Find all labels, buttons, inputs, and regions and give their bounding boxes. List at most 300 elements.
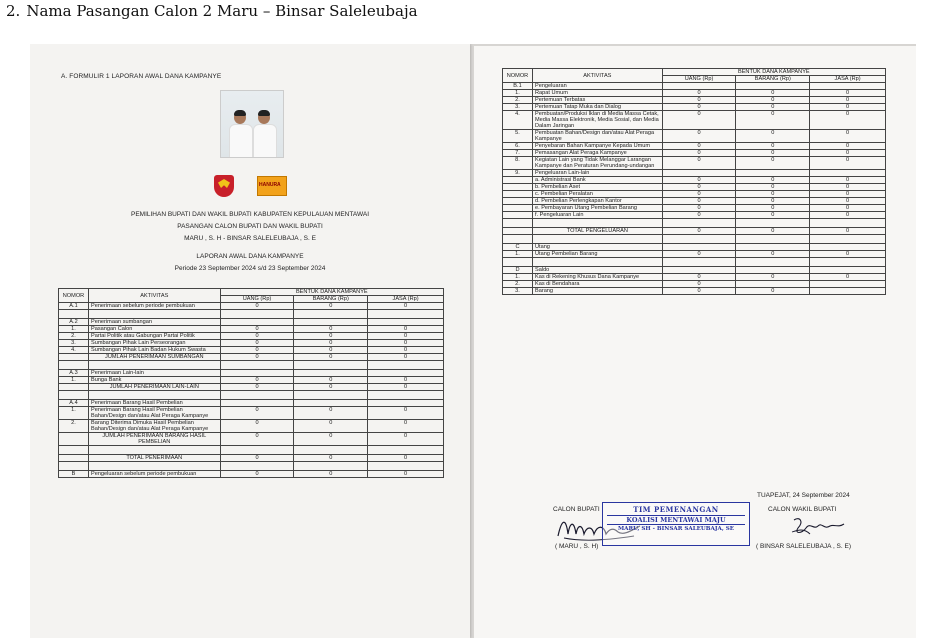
row-number: C bbox=[503, 244, 533, 251]
row-number: A.2 bbox=[59, 319, 89, 326]
table-row bbox=[503, 184, 886, 191]
row-number: 2. bbox=[503, 97, 533, 104]
row-activity: b. Pembelian Aset bbox=[532, 184, 662, 191]
row-number: 2. bbox=[503, 281, 533, 288]
row-number bbox=[503, 191, 533, 198]
heading-line-1: PEMILIHAN BUPATI DAN WAKIL BUPATI KABUPATEN KEPULAUAN MENTAWAI bbox=[130, 211, 369, 218]
heading-line-2: PASANGAN CALON BUPATI DAN WAKIL BUPATI bbox=[177, 223, 323, 230]
table-row bbox=[503, 150, 886, 157]
row-barang: 0 bbox=[736, 130, 810, 143]
row-number: 4. bbox=[59, 347, 89, 354]
row-barang bbox=[736, 267, 810, 274]
row-barang: 0 bbox=[736, 184, 810, 191]
row-uang bbox=[662, 235, 736, 244]
col-aktivitas: AKTIVITAS bbox=[532, 69, 662, 83]
row-uang: 0 bbox=[662, 143, 736, 150]
row-barang bbox=[294, 319, 368, 326]
row-jasa: 0 bbox=[810, 191, 886, 198]
row-activity: Sumbangan Pihak Lain Perseorangan bbox=[88, 340, 220, 347]
row-uang: 0 bbox=[220, 433, 294, 446]
col-nomor: NOMOR bbox=[59, 289, 89, 303]
row-jasa: 0 bbox=[810, 198, 886, 205]
candidate-photo bbox=[220, 90, 284, 158]
row-uang: 0 bbox=[662, 150, 736, 157]
row-number: 3. bbox=[59, 340, 89, 347]
row-activity: Penerimaan sebelum periode pembukuan bbox=[88, 303, 220, 310]
table-row bbox=[503, 288, 886, 295]
table-row bbox=[503, 191, 886, 198]
left-signatory-name: ( MARU , S. H) bbox=[555, 543, 599, 550]
row-jasa: 0 bbox=[368, 407, 444, 420]
table-row bbox=[503, 83, 886, 90]
table-row bbox=[503, 258, 886, 267]
row-barang: 0 bbox=[736, 205, 810, 212]
row-activity bbox=[88, 391, 220, 400]
row-uang bbox=[220, 310, 294, 319]
col-uang: UANG (Rp) bbox=[220, 296, 294, 303]
row-activity bbox=[532, 219, 662, 228]
row-jasa bbox=[810, 258, 886, 267]
table-row bbox=[59, 400, 444, 407]
row-uang: 0 bbox=[220, 455, 294, 462]
row-activity: JUMLAH PENERIMAAN LAIN-LAIN bbox=[88, 384, 220, 391]
row-jasa bbox=[810, 281, 886, 288]
row-barang bbox=[736, 258, 810, 267]
row-activity: Utang Pembelian Barang bbox=[532, 251, 662, 258]
row-activity: Pemasangan Alat Peraga Kampanye bbox=[532, 150, 662, 157]
row-uang: 0 bbox=[662, 228, 736, 235]
row-uang bbox=[662, 83, 736, 90]
row-number: B.1 bbox=[503, 83, 533, 90]
row-uang bbox=[662, 244, 736, 251]
row-jasa bbox=[810, 219, 886, 228]
row-barang: 0 bbox=[294, 347, 368, 354]
signature-binsar bbox=[788, 514, 848, 540]
row-jasa bbox=[810, 235, 886, 244]
row-jasa bbox=[368, 446, 444, 455]
row-uang: 0 bbox=[220, 303, 294, 310]
row-number bbox=[503, 228, 533, 235]
table-row bbox=[503, 274, 886, 281]
row-uang: 0 bbox=[220, 407, 294, 420]
row-jasa bbox=[368, 370, 444, 377]
row-jasa bbox=[810, 267, 886, 274]
table-row bbox=[503, 157, 886, 170]
table-row bbox=[503, 235, 886, 244]
row-uang: 0 bbox=[662, 184, 736, 191]
row-jasa: 0 bbox=[810, 97, 886, 104]
row-number: 1. bbox=[503, 274, 533, 281]
table-row bbox=[59, 361, 444, 370]
row-barang: 0 bbox=[294, 326, 368, 333]
row-activity: Sumbangan Pihak Lain Badan Hukum Swasta bbox=[88, 347, 220, 354]
table-row bbox=[503, 244, 886, 251]
table-row bbox=[59, 310, 444, 319]
row-barang bbox=[294, 400, 368, 407]
row-activity: Penerimaan Lain-lain bbox=[88, 370, 220, 377]
row-jasa bbox=[368, 361, 444, 370]
row-barang: 0 bbox=[294, 455, 368, 462]
row-uang: 0 bbox=[220, 377, 294, 384]
caption-text: Nama Pasangan Calon 2 Maru – Binsar Saleleubaja bbox=[26, 2, 418, 20]
row-number bbox=[59, 354, 89, 361]
row-number: A.4 bbox=[59, 400, 89, 407]
row-number: A.1 bbox=[59, 303, 89, 310]
row-activity: Pertemuan Terbatas bbox=[532, 97, 662, 104]
row-barang bbox=[294, 391, 368, 400]
row-uang bbox=[220, 462, 294, 471]
row-jasa: 0 bbox=[810, 177, 886, 184]
row-barang: 0 bbox=[294, 433, 368, 446]
row-barang: 0 bbox=[294, 420, 368, 433]
row-activity: Pengeluaran bbox=[532, 83, 662, 90]
row-number: 3. bbox=[503, 104, 533, 111]
row-barang bbox=[294, 462, 368, 471]
row-activity: Pertemuan Tatap Muka dan Dialog bbox=[532, 104, 662, 111]
row-jasa bbox=[368, 462, 444, 471]
row-barang bbox=[736, 83, 810, 90]
row-jasa: 0 bbox=[810, 212, 886, 219]
table-row bbox=[59, 462, 444, 471]
col-barang: BARANG (Rp) bbox=[294, 296, 368, 303]
table-row bbox=[59, 407, 444, 420]
row-barang: 0 bbox=[294, 354, 368, 361]
table-row bbox=[59, 455, 444, 462]
row-jasa bbox=[368, 391, 444, 400]
row-jasa: 0 bbox=[368, 420, 444, 433]
row-jasa: 0 bbox=[810, 143, 886, 150]
row-uang: 0 bbox=[662, 104, 736, 111]
row-activity: Pembuatan/Produksi Iklan di Media Massa Cetak, Media Massa Elektronik, Media Sosial, dan Media Dalam Jaringan bbox=[532, 111, 662, 130]
row-barang: 0 bbox=[294, 407, 368, 420]
row-activity: Kegiatan Lain yang Tidak Melanggar Larangan Kampanye dan Peraturan Perundang-undangan bbox=[532, 157, 662, 170]
row-activity: c. Pembelian Peralatan bbox=[532, 191, 662, 198]
row-number: 1. bbox=[59, 326, 89, 333]
table-row bbox=[503, 111, 886, 130]
row-jasa: 0 bbox=[810, 157, 886, 170]
table-row bbox=[59, 354, 444, 361]
row-barang: 0 bbox=[294, 340, 368, 347]
table-row bbox=[59, 326, 444, 333]
row-barang: 0 bbox=[736, 90, 810, 97]
row-number bbox=[59, 446, 89, 455]
row-jasa: 0 bbox=[368, 377, 444, 384]
row-number: 7. bbox=[503, 150, 533, 157]
row-activity bbox=[532, 235, 662, 244]
caption-number: 2. bbox=[6, 2, 21, 20]
row-activity: Barang bbox=[532, 288, 662, 295]
row-barang: 0 bbox=[736, 104, 810, 111]
row-activity bbox=[532, 258, 662, 267]
row-activity bbox=[88, 446, 220, 455]
row-activity: Partai Politik atau Gabungan Partai Politik bbox=[88, 333, 220, 340]
row-activity: d. Pembelian Perlengkapan Kantor bbox=[532, 198, 662, 205]
row-uang bbox=[220, 361, 294, 370]
row-barang bbox=[736, 244, 810, 251]
row-activity: Kas di Rekening Khusus Dana Kampanye bbox=[532, 274, 662, 281]
row-jasa bbox=[368, 319, 444, 326]
place-date: TUAPEJAT, 24 September 2024 bbox=[757, 492, 850, 499]
row-uang: 0 bbox=[662, 157, 736, 170]
row-barang: 0 bbox=[294, 333, 368, 340]
funds-table-left bbox=[58, 288, 444, 478]
document-caption bbox=[6, 2, 418, 20]
candidate-figure-2 bbox=[252, 111, 276, 157]
table-row bbox=[59, 333, 444, 340]
row-uang: 0 bbox=[662, 198, 736, 205]
row-jasa: 0 bbox=[368, 340, 444, 347]
row-barang: 0 bbox=[736, 198, 810, 205]
row-barang bbox=[736, 219, 810, 228]
row-activity: TOTAL PENGELUARAN bbox=[532, 228, 662, 235]
row-uang bbox=[220, 370, 294, 377]
row-jasa: 0 bbox=[810, 130, 886, 143]
report-photo bbox=[30, 44, 916, 638]
row-barang: 0 bbox=[736, 177, 810, 184]
row-activity: Pengeluaran sebelum periode pembukuan bbox=[88, 471, 220, 478]
row-activity: Bunga Bank bbox=[88, 377, 220, 384]
table-row bbox=[59, 377, 444, 384]
row-uang: 0 bbox=[662, 251, 736, 258]
row-activity: Pasangan Calon bbox=[88, 326, 220, 333]
row-number: 1. bbox=[59, 377, 89, 384]
row-number bbox=[59, 310, 89, 319]
row-barang bbox=[736, 170, 810, 177]
row-number bbox=[503, 184, 533, 191]
col-group: BENTUK DANA KAMPANYE bbox=[220, 289, 443, 296]
row-activity bbox=[88, 310, 220, 319]
row-uang: 0 bbox=[662, 281, 736, 288]
table-row bbox=[503, 212, 886, 219]
right-signatory-title: CALON WAKIL BUPATI bbox=[768, 506, 837, 513]
table-row bbox=[59, 471, 444, 478]
row-jasa: 0 bbox=[810, 205, 886, 212]
row-uang bbox=[220, 400, 294, 407]
row-activity: JUMLAH PENERIMAAN BARANG HASIL PEMBELIAN bbox=[88, 433, 220, 446]
row-number bbox=[59, 384, 89, 391]
row-uang: 0 bbox=[662, 288, 736, 295]
row-number: B bbox=[59, 471, 89, 478]
row-jasa: 0 bbox=[368, 326, 444, 333]
table-row bbox=[59, 391, 444, 400]
row-activity bbox=[88, 462, 220, 471]
report-period: Periode 23 September 2024 s/d 23 September 2024 bbox=[174, 265, 326, 272]
row-activity: JUMLAH PENERIMAAN SUMBANGAN bbox=[88, 354, 220, 361]
funds-table-right bbox=[502, 68, 886, 295]
row-barang: 0 bbox=[736, 228, 810, 235]
row-uang: 0 bbox=[220, 354, 294, 361]
candidate-figure-1 bbox=[228, 111, 252, 157]
row-number: 4. bbox=[503, 111, 533, 130]
table-row bbox=[59, 340, 444, 347]
row-uang bbox=[662, 267, 736, 274]
row-activity: Penerimaan sumbangan bbox=[88, 319, 220, 326]
row-barang: 0 bbox=[736, 97, 810, 104]
row-jasa: 0 bbox=[368, 455, 444, 462]
col-uang: UANG (Rp) bbox=[662, 76, 736, 83]
row-barang: 0 bbox=[294, 384, 368, 391]
row-number: A.3 bbox=[59, 370, 89, 377]
row-uang: 0 bbox=[662, 111, 736, 130]
row-jasa: 0 bbox=[368, 303, 444, 310]
row-uang: 0 bbox=[662, 177, 736, 184]
row-barang: 0 bbox=[736, 251, 810, 258]
row-jasa bbox=[810, 170, 886, 177]
table-row bbox=[59, 347, 444, 354]
table-row bbox=[503, 267, 886, 274]
right-signatory-name: ( BINSAR SALELEUBAJA , S. E) bbox=[756, 543, 852, 550]
row-jasa: 0 bbox=[810, 251, 886, 258]
row-number bbox=[503, 177, 533, 184]
row-uang bbox=[220, 446, 294, 455]
row-number bbox=[59, 391, 89, 400]
row-jasa bbox=[810, 244, 886, 251]
row-activity: Penyebaran Bahan Kampanye Kepada Umum bbox=[532, 143, 662, 150]
row-jasa: 0 bbox=[368, 354, 444, 361]
row-barang: 0 bbox=[294, 303, 368, 310]
row-uang: 0 bbox=[662, 212, 736, 219]
row-uang: 0 bbox=[662, 90, 736, 97]
table-row bbox=[503, 170, 886, 177]
row-uang: 0 bbox=[662, 274, 736, 281]
row-number: 8. bbox=[503, 157, 533, 170]
table-row bbox=[503, 281, 886, 288]
row-uang: 0 bbox=[220, 347, 294, 354]
row-activity: Pembuatan Bahan/Design dan/atau Alat Peraga Kampanye bbox=[532, 130, 662, 143]
row-activity: Penerimaan Barang Hasil Pembelian bbox=[88, 400, 220, 407]
row-barang bbox=[736, 281, 810, 288]
row-activity: Utang bbox=[532, 244, 662, 251]
row-barang: 0 bbox=[736, 111, 810, 130]
row-barang: 0 bbox=[736, 274, 810, 281]
row-activity: Barang Diterima Dimuka Hasil Pembelian Bahan/Design dan/atau Alat Peraga Kampanye bbox=[88, 420, 220, 433]
row-uang bbox=[220, 319, 294, 326]
row-number: 6. bbox=[503, 143, 533, 150]
row-uang bbox=[662, 219, 736, 228]
row-jasa: 0 bbox=[368, 347, 444, 354]
row-jasa: 0 bbox=[810, 90, 886, 97]
row-activity: e. Pembayaran Utang Pembelian Barang bbox=[532, 205, 662, 212]
gerindra-logo bbox=[214, 175, 234, 197]
table-row bbox=[59, 446, 444, 455]
heading-line-3: MARU , S. H - BINSAR SALELEUBAJA , S. E bbox=[184, 235, 316, 242]
row-activity: Saldo bbox=[532, 267, 662, 274]
row-activity bbox=[88, 361, 220, 370]
col-group: BENTUK DANA KAMPANYE bbox=[662, 69, 885, 76]
row-uang: 0 bbox=[220, 384, 294, 391]
row-uang: 0 bbox=[662, 191, 736, 198]
col-jasa: JASA (Rp) bbox=[810, 76, 886, 83]
row-barang bbox=[294, 446, 368, 455]
row-activity: Pengeluaran Lain-lain bbox=[532, 170, 662, 177]
row-uang bbox=[662, 170, 736, 177]
row-activity: Penerimaan Barang Hasil Pembelian Bahan/Design dan/atau Alat Peraga Kampanye bbox=[88, 407, 220, 420]
table-row bbox=[59, 319, 444, 326]
row-number: 1. bbox=[503, 251, 533, 258]
table-row bbox=[503, 251, 886, 258]
row-jasa bbox=[368, 400, 444, 407]
table-row bbox=[503, 97, 886, 104]
row-number bbox=[503, 235, 533, 244]
row-number: 1. bbox=[503, 90, 533, 97]
table-row bbox=[503, 228, 886, 235]
row-jasa bbox=[810, 288, 886, 295]
table-row bbox=[59, 370, 444, 377]
table-row bbox=[59, 433, 444, 446]
row-jasa: 0 bbox=[368, 433, 444, 446]
row-activity: TOTAL PENERIMAAN bbox=[88, 455, 220, 462]
table-row bbox=[59, 420, 444, 433]
row-barang bbox=[294, 361, 368, 370]
row-barang: 0 bbox=[294, 377, 368, 384]
table-row bbox=[503, 130, 886, 143]
row-activity: a. Administrasi Bank bbox=[532, 177, 662, 184]
left-signatory-title: CALON BUPATI bbox=[553, 506, 600, 513]
row-barang bbox=[294, 310, 368, 319]
row-number bbox=[503, 205, 533, 212]
table-row bbox=[503, 90, 886, 97]
row-number: 5. bbox=[503, 130, 533, 143]
row-number: 9. bbox=[503, 170, 533, 177]
row-number bbox=[503, 212, 533, 219]
row-barang bbox=[294, 370, 368, 377]
row-uang bbox=[662, 258, 736, 267]
row-barang: 0 bbox=[736, 157, 810, 170]
row-uang: 0 bbox=[662, 130, 736, 143]
row-number bbox=[59, 462, 89, 471]
row-uang: 0 bbox=[220, 340, 294, 347]
col-nomor: NOMOR bbox=[503, 69, 533, 83]
row-number bbox=[503, 219, 533, 228]
row-jasa: 0 bbox=[810, 111, 886, 130]
row-barang bbox=[736, 235, 810, 244]
table-row bbox=[59, 384, 444, 391]
table-row bbox=[503, 198, 886, 205]
row-activity: f. Pengeluaran Lain bbox=[532, 212, 662, 219]
row-uang: 0 bbox=[220, 326, 294, 333]
row-activity: Rapat Umum bbox=[532, 90, 662, 97]
row-number: D bbox=[503, 267, 533, 274]
row-jasa bbox=[368, 310, 444, 319]
col-barang: BARANG (Rp) bbox=[736, 76, 810, 83]
row-number bbox=[503, 258, 533, 267]
row-barang: 0 bbox=[736, 150, 810, 157]
table-row bbox=[503, 104, 886, 111]
row-number bbox=[59, 433, 89, 446]
row-barang: 0 bbox=[736, 212, 810, 219]
form-title: A. FORMULIR 1 LAPORAN AWAL DANA KAMPANYE bbox=[61, 73, 222, 80]
row-uang: 0 bbox=[220, 471, 294, 478]
table-row bbox=[503, 205, 886, 212]
row-jasa: 0 bbox=[810, 228, 886, 235]
col-aktivitas: AKTIVITAS bbox=[88, 289, 220, 303]
row-number bbox=[503, 198, 533, 205]
report-page-left bbox=[30, 44, 470, 638]
row-barang: 0 bbox=[294, 471, 368, 478]
row-barang: 0 bbox=[736, 191, 810, 198]
row-jasa: 0 bbox=[810, 274, 886, 281]
report-title: LAPORAN AWAL DANA KAMPANYE bbox=[196, 253, 304, 260]
row-jasa: 0 bbox=[368, 333, 444, 340]
row-activity: Kas di Bendahara bbox=[532, 281, 662, 288]
table-row bbox=[503, 219, 886, 228]
report-page-right bbox=[474, 46, 916, 638]
row-barang: 0 bbox=[736, 288, 810, 295]
hanura-logo: HANURA bbox=[257, 176, 287, 196]
table-row bbox=[503, 143, 886, 150]
row-number: 1. bbox=[59, 407, 89, 420]
row-jasa: 0 bbox=[368, 384, 444, 391]
